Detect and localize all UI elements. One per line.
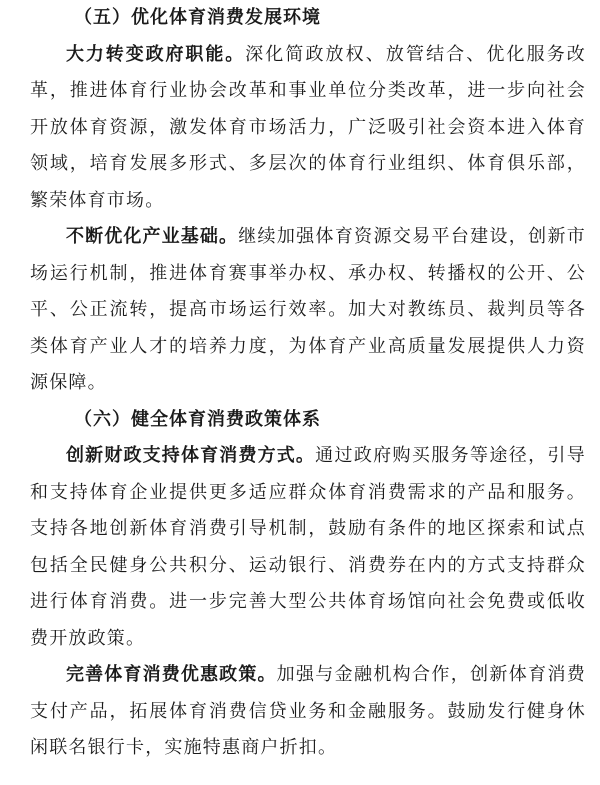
paragraph-body: 继续加强体育资源交易平台建设，创新市场运行机制，推进体育赛事举办权、承办权、转播权的公开、公平、公正流转，提高市场运行效率。加大对教练员、裁判员等各类体育产业人才的培养力度，为体育产业高质量发展提供人力资源保障。 [30,226,587,393]
section-five [30,0,586,402]
paragraph-body: 深化简政放权、放管结合、优化服务改革，推进体育行业协会改革和事业单位分类改革，进一步向社会开放体育资源，激发体育市场活力，广泛吸引社会资本进入体育领域，培育发展多形式、多层次的体育行业组织、体育俱乐部，繁荣体育市场。 [30,43,586,211]
paragraph [30,219,586,402]
section-heading: （六）健全体育消费政策体系 [74,408,321,430]
section-heading: （五）优化体育消费发展环境 [74,7,321,28]
paragraph-body: 通过政府购买服务等途径，引导和支持体育企业提供更多适应群众体育消费需求的产品和服务。支持各地创新体育消费引导机制，鼓励有条件的地区探索和试点包括全民健身公共积分、运动银行、消费券在内的方式支持群众进行体育消费。进一步完善大型公共体育场馆向社会免费或低收费开放政策。 [30,445,586,649]
paragraph [30,438,586,657]
paragraph [30,657,586,767]
paragraph-body: 加强与金融机构合作，创新体育消费支付产品，拓展体育消费信贷业务和金融服务。鼓励发行健身休闲联名银行卡，实施特惠商户折扣。 [30,664,586,758]
paragraph-lead: 创新财政支持体育消费方式。 [66,445,316,466]
paragraph-lead: 大力转变政府职能。 [66,43,246,65]
paragraph-lead: 完善体育消费优惠政策。 [66,664,277,685]
paragraph [30,37,586,220]
section-six [30,402,586,767]
paragraph-lead: 不断优化产业基础。 [66,226,239,247]
